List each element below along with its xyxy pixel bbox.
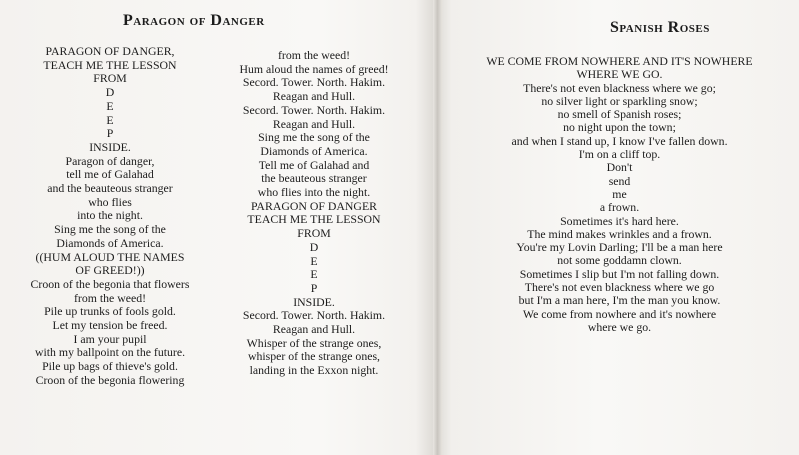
poem-line: TEACH ME THE LESSON bbox=[43, 57, 177, 72]
poem-spanish-roses-text bbox=[442, 55, 797, 334]
poem-line: WE COME FROM NOWHERE AND IT'S NOWHERE bbox=[486, 54, 753, 68]
poem-line: Paragon of danger, bbox=[65, 153, 155, 168]
poem-column-2 bbox=[204, 49, 424, 378]
poem-line: Whisper of the strange ones, bbox=[246, 335, 382, 350]
poem-line: We come from nowhere and it's nowhere bbox=[522, 306, 717, 321]
poem-line: who flies bbox=[88, 194, 132, 209]
poem-line: Reagan and Hull. bbox=[272, 89, 356, 104]
poem-line: WHERE WE GO. bbox=[576, 67, 663, 82]
poem-line: P bbox=[106, 126, 114, 141]
poem-line: from the weed! bbox=[277, 48, 351, 62]
poem-line: PARAGON OF DANGER bbox=[250, 198, 378, 213]
poem-line: You're my Lovin Darling; I'll be a man here bbox=[516, 240, 723, 255]
poem-line: a frown. bbox=[599, 200, 640, 215]
poem-line: E bbox=[106, 112, 114, 127]
poem-line: I am your pupil bbox=[73, 331, 147, 346]
poem-line: send bbox=[608, 173, 631, 188]
poem-line: Reagan and Hull. bbox=[272, 322, 356, 337]
poem-line: landing in the Exxon night. bbox=[249, 363, 379, 378]
poem-line: tell me of Galahad bbox=[66, 167, 154, 182]
poem-line: Pile up bags of thieve's gold. bbox=[42, 359, 178, 374]
poem-line: who flies into the night. bbox=[257, 185, 371, 200]
poem-line: with my ballpoint on the future. bbox=[34, 345, 186, 360]
poem-line: OF GREED!)) bbox=[75, 263, 145, 278]
poem-line: INSIDE. bbox=[293, 294, 335, 309]
poem-line: whisper of the strange ones, bbox=[247, 349, 381, 364]
poem-line: Pile up trunks of fools gold. bbox=[44, 304, 176, 319]
poem-line: Hum aloud the names of greed! bbox=[239, 61, 389, 76]
poem-line: from the weed! bbox=[73, 290, 147, 305]
poem-line: INSIDE. bbox=[89, 139, 131, 154]
poem-line: TEACH ME THE LESSON bbox=[247, 212, 381, 227]
poem-line: D bbox=[309, 239, 319, 254]
poem-line: Sing me the song of the bbox=[258, 130, 370, 145]
poem-line: D bbox=[105, 85, 115, 100]
poem-line: Let my tension be freed. bbox=[52, 318, 168, 333]
poem-line: FROM bbox=[297, 226, 331, 241]
poem-line: into the night. bbox=[77, 208, 143, 223]
poem-line: and when I stand up, I know I've fallen down. bbox=[511, 133, 728, 148]
poem-column-1 bbox=[0, 45, 220, 388]
poem-title-paragon-of-danger: Paragon of Danger bbox=[123, 12, 265, 29]
poem-line: Sing me the song of the bbox=[54, 222, 166, 237]
poem-line: Secord. Tower. North. Hakim. bbox=[242, 75, 386, 90]
poem-line: me bbox=[612, 186, 627, 201]
poem-line: There's not even blackness where we go; bbox=[523, 80, 716, 95]
poem-line: Croon of the begonia flowering bbox=[35, 372, 185, 387]
poem-line: E bbox=[310, 253, 318, 268]
poem-line: The mind makes wrinkles and a frown. bbox=[527, 226, 712, 241]
poem-line: not some goddamn clown. bbox=[557, 253, 682, 268]
poem-line: FROM bbox=[93, 71, 127, 86]
poem-line: no silver light or sparkling snow; bbox=[541, 93, 698, 108]
poem-line: Croon of the begonia that flowers bbox=[30, 276, 190, 291]
poem-line: Secord. Tower. North. Hakim. bbox=[242, 102, 386, 117]
poem-line: no smell of Spanish roses; bbox=[557, 107, 682, 122]
poem-line: P bbox=[310, 280, 318, 295]
poem-line: Secord. Tower. North. Hakim. bbox=[242, 308, 386, 323]
poem-line: I'm on a cliff top. bbox=[578, 147, 661, 162]
poem-line: Sometimes I slip but I'm not falling down. bbox=[519, 266, 720, 281]
poem-line: the beauteous stranger bbox=[261, 171, 367, 186]
poem-line: Tell me of Galahad and bbox=[258, 157, 370, 172]
book-gutter bbox=[433, 0, 442, 455]
poem-line: where we go. bbox=[587, 319, 652, 334]
poem-line: PARAGON OF DANGER, bbox=[45, 44, 175, 58]
poem-line: Diamonds of America. bbox=[56, 235, 164, 250]
poem-line: There's not even blackness where we go bbox=[524, 280, 715, 295]
poem-line: E bbox=[310, 267, 318, 282]
poem-line: Diamonds of America. bbox=[260, 143, 368, 158]
poem-line: Sometimes it's hard here. bbox=[560, 213, 679, 228]
poem-title-spanish-roses: Spanish Roses bbox=[610, 19, 710, 36]
poem-line: Don't bbox=[606, 160, 633, 175]
poem-line: ((HUM ALOUD THE NAMES bbox=[35, 249, 185, 264]
poem-line: no night upon the town; bbox=[563, 120, 676, 135]
poem-line: and the beauteous stranger bbox=[47, 181, 173, 196]
poem-line: Reagan and Hull. bbox=[272, 116, 356, 131]
poem-line: but I'm a man here, I'm the man you know. bbox=[518, 293, 721, 308]
poem-line: E bbox=[106, 98, 114, 113]
